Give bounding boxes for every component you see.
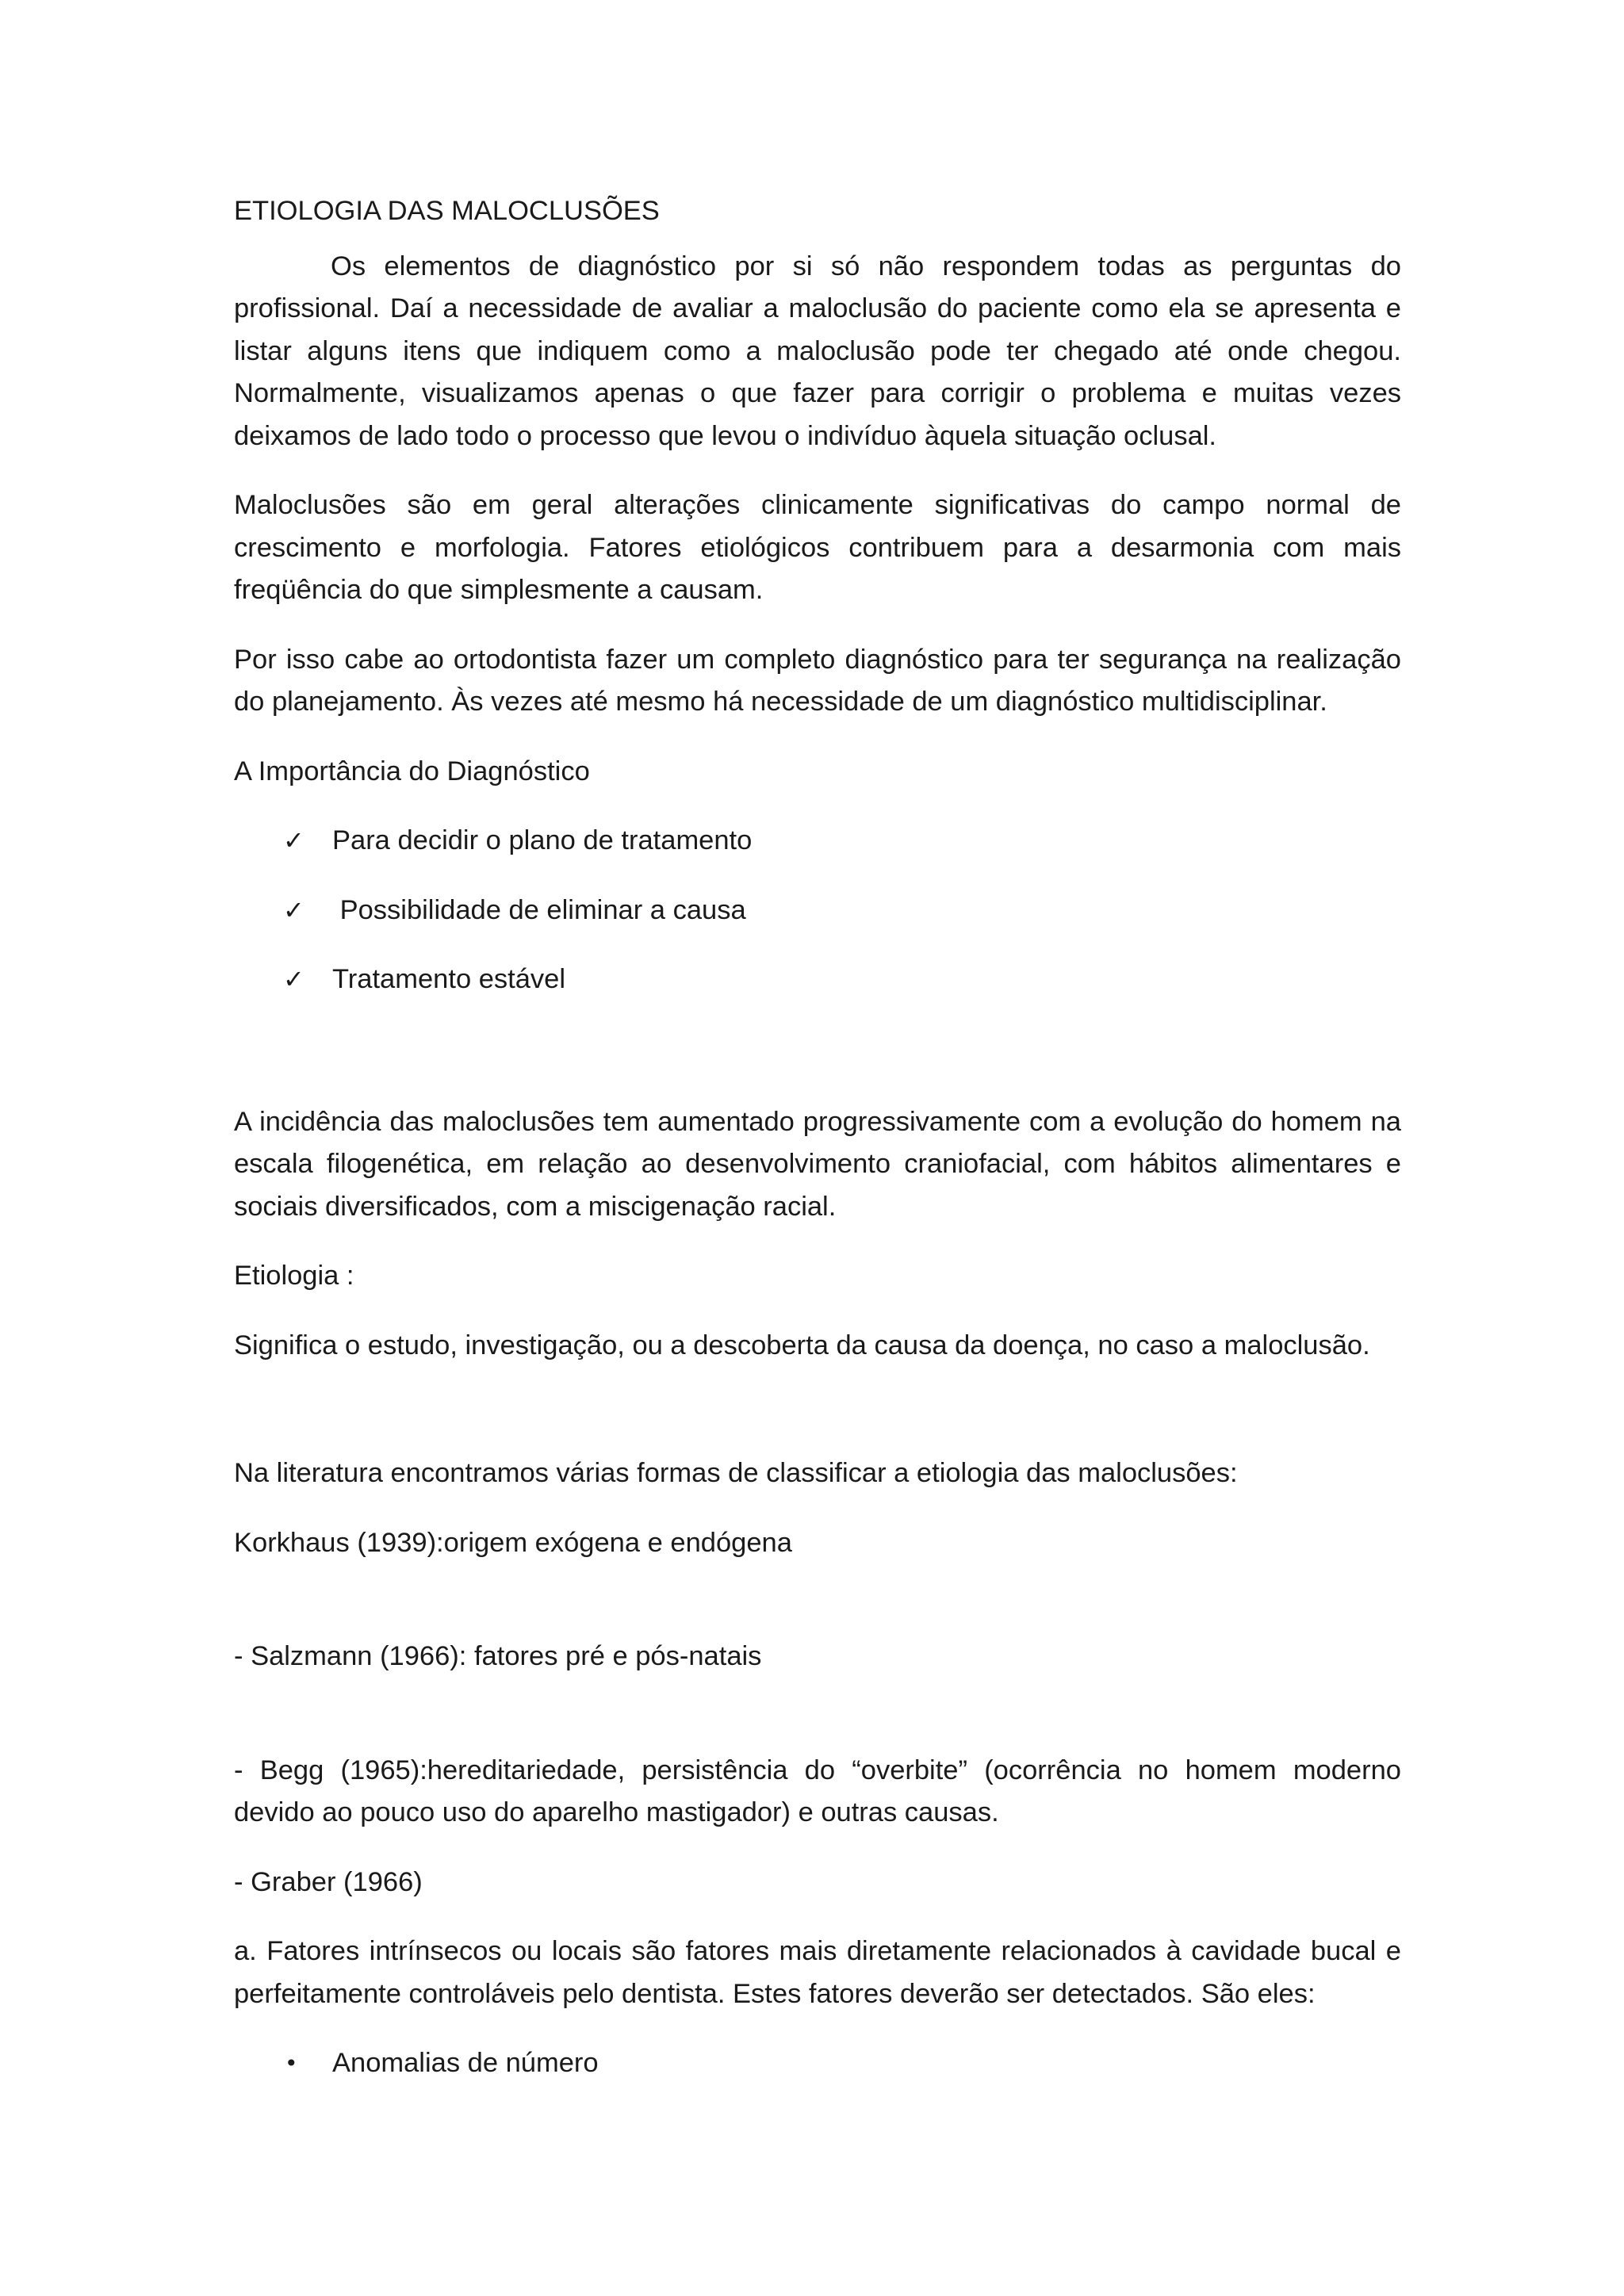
bullet-icon: • (285, 2050, 298, 2076)
literatura-paragraph: Na literatura encontramos várias formas de classificar a etiologia das maloclusões: (234, 1458, 1238, 1488)
spacer (234, 1591, 1401, 1636)
document-title: ETIOLOGIA DAS MALOCLUSÕES (234, 196, 660, 226)
bullet-list-item (234, 2042, 1401, 2085)
incidencia-paragraph: A incidência das maloclusões tem aumentado progressivamente com a evolução do homem na escala filogenética, em relação ao desenvolvimento craniofacial, com hábitos alimentares e sociais diversificados, com a miscigenação racial. (234, 1106, 1401, 1222)
etiologia-definition: Significa o estudo, investigação, ou a descoberta da causa da doença, no caso a maloclusão. (234, 1330, 1370, 1360)
checkmark-icon: ✓ (283, 825, 304, 855)
graber-line: - Graber (1966) (234, 1866, 423, 1897)
check-item-label: Tratamento estável (332, 964, 566, 994)
korkhaus-line: Korkhaus (1939):origem exógena e endógena (234, 1527, 792, 1558)
checkmark-icon: ✓ (283, 964, 304, 994)
check-item-label: Possibilidade de eliminar a causa (332, 894, 746, 925)
begg-paragraph: - Begg (1965):hereditariedade, persistência do “overbite” (ocorrência no homem moderno devido ao pouco uso do aparelho mastigador) e outras causas. (234, 1755, 1401, 1827)
importancia-check-list (234, 820, 1401, 1001)
bullet-item-label: Anomalias de número (332, 2048, 599, 2078)
salzmann-line: - Salzmann (1966): fatores pré e pós-natais (234, 1641, 762, 1671)
document-body (234, 190, 1401, 2112)
spacer (234, 1028, 1401, 1101)
spacer (234, 1705, 1401, 1750)
fatores-bullet-list (234, 2042, 1401, 2085)
checkmark-icon: ✓ (283, 894, 304, 925)
importancia-heading: A Importância do Diagnóstico (234, 756, 590, 786)
etiologia-heading: Etiologia : (234, 1261, 354, 1291)
check-list-item (234, 890, 1401, 932)
ortodontista-paragraph: Por isso cabe ao ortodontista fazer um completo diagnóstico para ter segurança na realização do planejamento. Às vezes até mesmo há necessidade de um diagnóstico multidisciplinar. (234, 644, 1401, 717)
check-item-label: Para decidir o plano de tratamento (332, 825, 753, 855)
maloclusoes-paragraph: Maloclusões são em geral alterações clinicamente significativas do campo normal de crescimento e morfologia. Fatores etiológicos contribuem para a desarmonia com mais freqüência do que simplesmente a causam. (234, 490, 1401, 605)
graber-a-paragraph: a. Fatores intrínsecos ou locais são fatores mais diretamente relacionados à cavidade bucal e perfeitamente controláveis pelo dentista. Estes fatores deverão ser detectados. São eles: (234, 1936, 1401, 2009)
check-list-item (234, 959, 1401, 1001)
intro-paragraph: Os elementos de diagnóstico por si só não respondem todas as perguntas do profissional. Daí a necessidade de avaliar a maloclusão do paciente como ela se apresenta e listar alguns itens que indiquem como a maloclusão pode ter chegado até onde chegou. Normalmente, visualizamos apenas o que fazer para corrigir o problema e muitas vezes deixamos de lado todo o processo que levou o indivíduo àquela situação oclusal. (234, 251, 1401, 451)
check-list-item (234, 820, 1401, 863)
spacer (234, 1394, 1401, 1452)
